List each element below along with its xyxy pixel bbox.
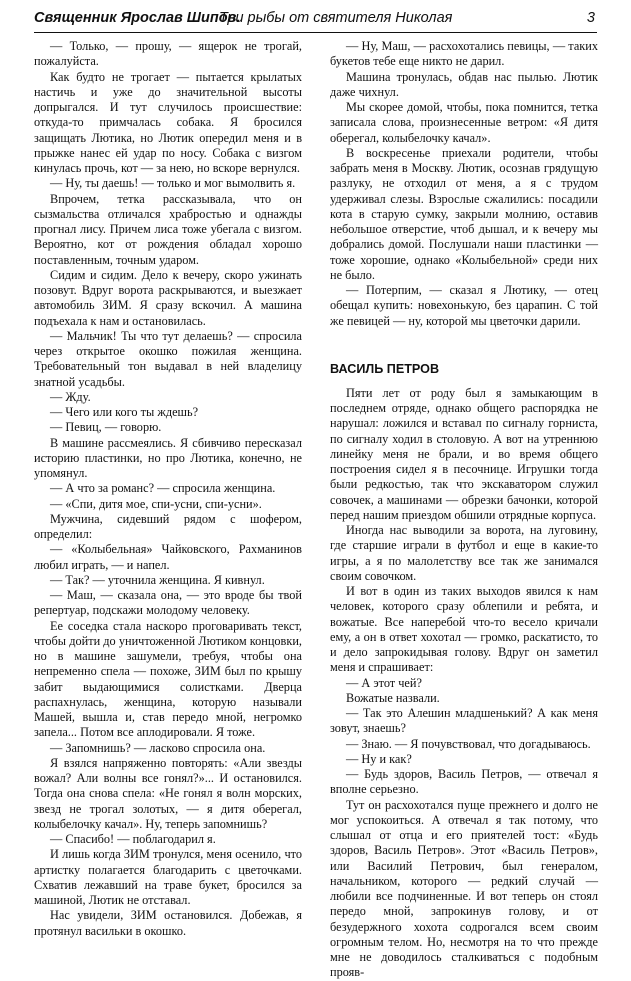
paragraph: Как будто не трогает — пытается крылатых настичь и уже до значительной высоты допрыгался. И тут случилось происшествие: откуда-то примчалась собака. Я бросился защищать Лютика, но Лютик опередил меня и в прыжке нанес ей удар по носу. Собака с визгом кинулась прочь, кот — за нею, но вскоре вернулся. [34, 69, 302, 175]
paragraph: — Спасибо! — поблагодарил я. [50, 832, 216, 846]
left-column [34, 39, 302, 939]
paragraph: Иногда нас выводили за ворота, на луговину, где старшие играли в футбол и еще в какие-то игры, а я по малолетству все так же занимался своим совочком. [330, 523, 598, 583]
paragraph: — Так это Алешин младшенький? А как меня зовут, знаешь? [330, 706, 598, 736]
paragraph: — Запомнишь? — ласково спросила она. [50, 740, 266, 755]
paragraph: Вожатые назвали. [346, 690, 440, 705]
paragraph: Пяти лет от роду был я замыкающим в последнем отряде, однако общего распорядка не нарушал: ложился и вставал по сигналу горниста, по сигналу ходил в столовую. А вот на утреннюю линейку меня не брали, и во время общего построения сидел я в песочнице. Игрушки тогда были редкостью, так что экскаватором служил совочек, а машинами — обрезки бачонки, которой перед нашим приездом обшили отрядные корпуса. [330, 385, 598, 522]
paragraph: — Ну, Маш, — расхохотались певицы, — таких букетов тебе еще никто не дарил. [330, 39, 598, 69]
paragraph: Мы скорее домой, чтобы, пока помнится, тетка записала слова, произнесенные ветром: «Я дитя оберегал, колыбелочку качал». [330, 100, 598, 145]
paragraph: — Потерпим, — сказал я Лютику, — отец обещал купить: новехонькую, без царапин. С той же певицей — ну, которой мы цветочки дарили. [330, 283, 598, 328]
paragraph: Ее соседка стала наскоро проговаривать текст, чтобы дойти до уничтоженной Лютиком концовки, но в машине зашумели, требуя, чтобы она непременно спела — похоже, ЗИМ был по крышу забит выдающимися солистками. Дверца распахнулась, женщина, которую называли Машей, вышла и, став передо мной, негромко запела... Потом все аплодировали. Я тоже. [34, 618, 302, 740]
running-header [34, 9, 597, 33]
header-author: Священник Ярослав Шипов. [34, 10, 241, 26]
paragraph: В машине рассмеялись. Я сбивчиво пересказал историю пластинки, но про Лютика, конечно, не упомянул. [34, 435, 302, 480]
paragraph: Тут он расхохотался пуще прежнего и долго не мог успокоиться. А отвечал я так потому, что слышал от отца и его приятелей тост: «Будь здоров, Василь Петров». Этот «Василь Петров», или Василий Петрович, был генералом, начальником, которого — редкий случай — любили все подчиненные. И вот теперь он стоял передо мной, запрокинув голову, и от безудержного хохота содрогался всем своим огромным телом. Но, несмотря на то что прежде мне не доводилось сталкиваться с подобным прояв- [330, 797, 598, 980]
paragraph: Впрочем, тетка рассказывала, что он сызмальства отличался храбростью и однажды прогнал лису. Причем лиса тоже убегала с визгом. Вероятно, кот от рождения обладал хорошо поставленным, точным ударом. [34, 191, 302, 267]
right-column [330, 39, 598, 981]
paragraph: — Будь здоров, Василь Петров, — отвечал я вполне серьезно. [330, 767, 598, 797]
paragraph: — А что за романс? — спросила женщина. [50, 481, 276, 496]
paragraph: И лишь когда ЗИМ тронулся, меня осенило, что артистку полагается благодарить с цветочками. Схватив лежавший на траве букет, бросился за машиной, Лютик не отставал. [34, 847, 302, 907]
paragraph: Нас увидели, ЗИМ остановился. Добежав, я протянул васильки в окошко. [34, 908, 302, 938]
section-title: ВАСИЛЬ ПЕТРОВ [330, 361, 440, 376]
page-number: 3 [586, 10, 595, 26]
paragraph: Машина тронулась, обдав нас пылью. Лютик даже чихнул. [330, 69, 598, 99]
paragraph: — А этот чей? [346, 675, 422, 690]
paragraph: — Певиц, — говорю. [50, 420, 162, 435]
paragraph: И вот в один из таких выходов явился к нам человек, которого сразу облепили и ребята, и вожатые. Все наперебой что-то весело кричали ему, а он в ответ хохотал — громко, раскатисто, то и дело запрокидывая голову. Вдруг он заметил меня и спрашивает: [330, 584, 598, 675]
title-spacer [330, 377, 598, 386]
paragraph: Я взялся напряженно повторять: «Али звезды вожал? Али волны все гонял?»... И остановился. Тогда она снова спела: «Не гонял я волн морских, звезд не трогал золотых, — я дитя оберегал, колыбелочку качал». Ну, теперь запомнишь? [34, 755, 302, 831]
section-spacer [330, 329, 598, 362]
paragraph: В воскресенье приехали родители, чтобы забрать меня в Москву. Лютик, осознав грядущую разлуку, не отходил от меня, а я с трудом удерживал слезы. Взрослые сжалились: посадили кота в старую сумку, закрыли молнию, оставив небольшое отверстие, чтоб дышал, и к вечеру мы добрались домой. Послушали наши пластинки — тоже хорошие, однако «Колыбельной» среди них не было. [330, 145, 598, 282]
paragraph: — «Колыбельная» Чайковского, Рахманинов любил играть, — и напел. [34, 542, 302, 572]
paragraph: — Ну, ты даешь! — только и мог вымолвить я. [50, 176, 296, 191]
paragraph: — Ну и как? [346, 751, 412, 766]
paragraph: — Так? — уточнила женщина. Я кивнул. [50, 572, 265, 587]
paragraph: — Чего или кого ты ждешь? [50, 405, 199, 419]
paragraph: — Знаю. — Я почувствовал, что догадываюсь. [346, 736, 591, 751]
paragraph: — «Спи, дитя мое, спи-усни, спи-усни». [50, 496, 262, 511]
paragraph: — Маш, — сказала она, — это вроде бы твой репертуар, подскажи молодому человеку. [34, 588, 302, 618]
paragraph: Сидим и сидим. Дело к вечеру, скоро ужинать позовут. Вдруг ворота раскрываются, и выезжает автомобиль ЗИМ. Я сразу вскочил. А машина подъехала к нам и остановилась. [34, 267, 302, 328]
paragraph: — Только, — прошу, — ящерок не трогай, пожалуйста. [34, 39, 302, 69]
paragraph: — Жду. [50, 389, 91, 404]
paragraph: Мужчина, сидевший рядом с шофером, определил: [34, 511, 302, 541]
right-column-top-text [330, 39, 598, 329]
right-column-bottom-text [330, 386, 598, 981]
header-book-title: Три рыбы от святителя Николая [219, 10, 453, 26]
paragraph: — Мальчик! Ты что тут делаешь? — спросила через открытое окошко пожилая женщина. Требовательный тон выдавал в ней владелицу знатной усадьбы. [34, 328, 302, 389]
